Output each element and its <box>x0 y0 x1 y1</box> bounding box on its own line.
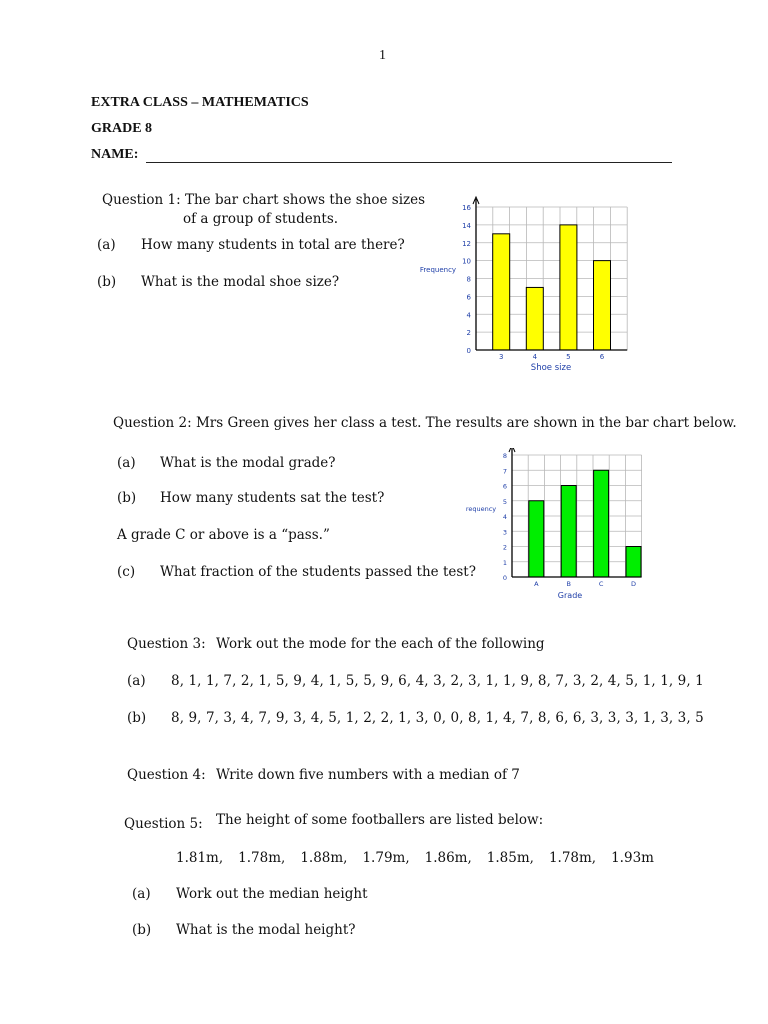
height-value: 1.86m, <box>424 850 472 866</box>
q1-a-label: (a) <box>97 237 116 253</box>
y-axis-label: Frequency <box>419 266 457 274</box>
bar <box>594 470 609 577</box>
q2-b-label: (b) <box>117 490 137 506</box>
y-tick-label: 0 <box>502 574 507 582</box>
x-tick-label: 4 <box>532 353 538 361</box>
y-tick-label: 7 <box>502 467 507 476</box>
page-number: 1 <box>379 48 386 63</box>
grade-bar-chart <box>455 448 655 604</box>
height-value: 1.81m, <box>176 850 224 866</box>
name-label: NAME: <box>91 147 139 162</box>
x-tick-label: 5 <box>566 353 571 361</box>
height-value: 1.88m, <box>300 850 348 866</box>
x-tick-label: 3 <box>498 353 504 361</box>
q3-b-data: 8, 9, 7, 3, 4, 7, 9, 3, 4, 5, 1, 2, 2, 1, 3, 0, 0, 8, 1, 4, 7, 8, 6, 6, 3, 3, 3, 1, 3, 3, 5 <box>171 710 704 726</box>
worksheet-title: EXTRA CLASS – MATHEMATICS <box>91 95 309 110</box>
height-value: 1.78m, <box>548 850 597 866</box>
y-tick-label: 16 <box>462 204 471 212</box>
q5-label: Question 5: <box>124 816 203 832</box>
bar <box>626 547 641 578</box>
q5-b-text: What is the modal height? <box>176 922 356 938</box>
y-tick-label: 0 <box>466 347 471 355</box>
y-tick-label: 4 <box>466 311 471 320</box>
q5-a-text: Work out the median height <box>176 886 368 902</box>
y-tick-label: 3 <box>502 528 507 537</box>
height-value: 1.78m, <box>238 850 286 866</box>
grade-label: GRADE 8 <box>91 121 153 136</box>
q3-a-data: 8, 1, 1, 7, 2, 1, 5, 9, 4, 1, 5, 5, 9, 6, 4, 3, 2, 3, 1, 1, 9, 8, 7, 3, 2, 4, 5, 1, 1, 9, 1 <box>171 673 704 689</box>
height-value: 1.79m, <box>362 850 410 866</box>
q2-c-text: What fraction of the students passed the test? <box>160 564 476 580</box>
q2-a-label: (a) <box>117 455 136 471</box>
x-tick-label: C <box>598 580 604 588</box>
x-tick-label: B <box>566 580 571 588</box>
q2-intro: Question 2: Mrs Green gives her class a test. The results are shown in the bar chart below. <box>113 415 737 431</box>
q1-line2: of a group of students. <box>183 211 339 227</box>
q3-b-label: (b) <box>127 710 147 726</box>
bar <box>529 501 544 577</box>
x-axis-label: Grade <box>557 591 583 600</box>
name-blank-line <box>146 162 672 163</box>
q3-label: Question 3: <box>127 636 206 652</box>
q2-a-text: What is the modal grade? <box>160 455 336 471</box>
q3-text: Work out the mode for the each of the following <box>216 636 545 652</box>
q3-a-label: (a) <box>127 673 146 689</box>
x-axis-label: Shoe size <box>530 363 572 373</box>
bar <box>493 234 510 350</box>
q5-a-label: (a) <box>132 886 151 902</box>
x-tick-label: A <box>534 580 539 588</box>
bar <box>560 225 577 350</box>
y-tick-label: 4 <box>502 513 507 521</box>
q1-b-label: (b) <box>97 274 117 290</box>
shoe-size-bar-chart <box>410 192 640 378</box>
bar <box>594 261 611 350</box>
q4-text: Write down five numbers with a median of 7 <box>216 767 520 783</box>
q2-c-label: (c) <box>117 564 136 580</box>
y-tick-label: 1 <box>502 558 507 567</box>
q5-text: The height of some footballers are listed below: <box>216 812 544 828</box>
y-tick-label: 6 <box>466 293 471 302</box>
height-value: 1.93m <box>611 850 654 866</box>
q1-b-text: What is the modal shoe size? <box>141 274 340 290</box>
y-tick-label: 8 <box>466 275 471 284</box>
y-tick-label: 5 <box>502 497 507 506</box>
bar <box>526 287 543 350</box>
y-tick-label: 6 <box>502 482 507 491</box>
y-tick-label: 2 <box>466 329 471 338</box>
q2-b-text: How many students sat the test? <box>160 490 385 506</box>
y-tick-label: 12 <box>462 239 471 248</box>
q1-line1: Question 1: The bar chart shows the shoe sizes <box>102 192 426 208</box>
y-tick-label: 14 <box>462 221 471 230</box>
q4-label: Question 4: <box>127 767 206 783</box>
x-tick-label: 6 <box>599 353 605 361</box>
y-tick-label: 8 <box>502 452 507 460</box>
height-value: 1.85m, <box>486 850 534 866</box>
x-tick-label: D <box>630 580 637 588</box>
bar <box>561 486 576 578</box>
y-tick-label: 10 <box>462 257 471 266</box>
q2-pass-note: A grade C or above is a “pass.” <box>117 527 330 543</box>
y-axis-label: requency <box>465 505 497 513</box>
y-tick-label: 2 <box>502 543 507 552</box>
q5-heights-list <box>176 850 654 866</box>
q1-a-text: How many students in total are there? <box>141 237 405 253</box>
q5-b-label: (b) <box>132 922 152 938</box>
